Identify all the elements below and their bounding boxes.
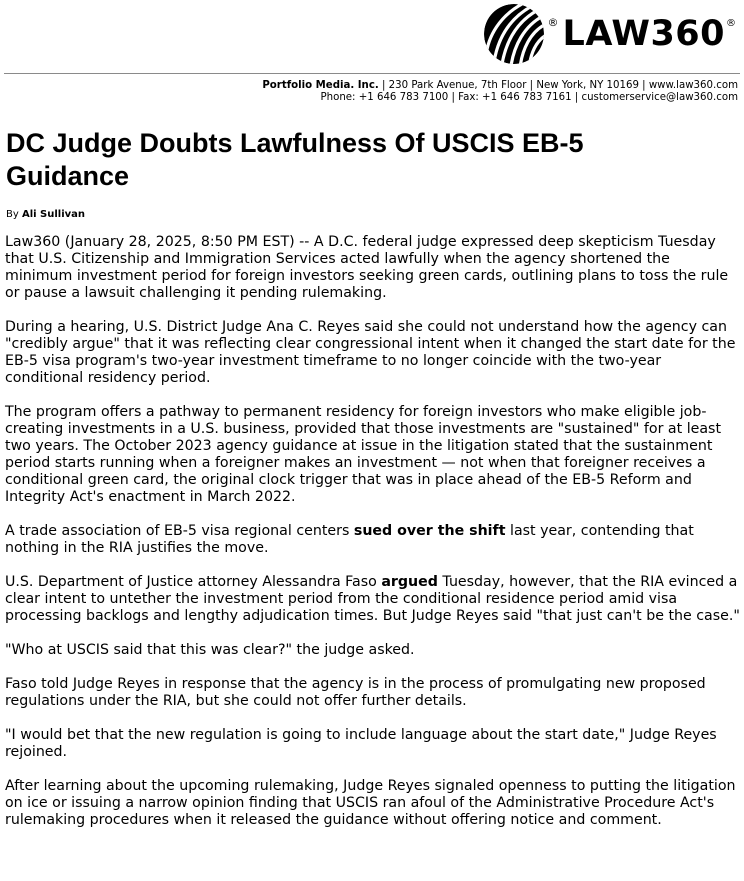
paragraph-4 bbox=[5, 523, 741, 557]
article-byline bbox=[6, 209, 85, 220]
paragraph-8: "I would bet that the new regulation is going to include language about the start date," Judge Reyes rejoined. bbox=[5, 727, 717, 760]
law360-globe-icon bbox=[480, 2, 550, 66]
sued-over-shift-link[interactable]: sued over the shift bbox=[353, 523, 506, 539]
contact-address-line bbox=[262, 80, 738, 92]
paragraph-3: The program offers a pathway to permanent residency for foreign investors who make eligible job-creating investments in a U.S. business, provided that those investments are "sustained" for at least two years. The October 2023 agency guidance at issue in the litigation stated that the sustainment period starts running when a foreigner makes an investment — not when that foreigner receives a conditional green card, the original clock trigger that was in place ahead of the EB-5 Reform and Integrity Act's enactment in March 2022. bbox=[5, 404, 722, 505]
paragraph-4-text-b: last year, contending that nothing in the RIA justifies the move. bbox=[5, 523, 694, 556]
paragraph-4-text-a: A trade association of EB-5 visa regional centers bbox=[5, 523, 354, 539]
company-name: Portfolio Media. Inc. bbox=[262, 80, 379, 91]
paragraph-1: Law360 (January 28, 2025, 8:50 PM EST) -- A D.C. federal judge expressed deep skepticism Tuesday that U.S. Citizenship and Immigration Services acted lawfully when the agency shortened the minimum investment period for foreign investors seeking green cards, outlining plans to toss the rule or pause a lawsuit challenging it pending rulemaking. bbox=[5, 234, 729, 301]
article-body bbox=[5, 234, 741, 846]
logo-registered-mark: ® bbox=[547, 16, 559, 29]
masthead bbox=[0, 0, 744, 74]
argued-link[interactable]: argued bbox=[381, 574, 438, 590]
company-address: | 230 Park Avenue, 7th Floor | New York, NY 10169 | www.law360.com bbox=[378, 80, 738, 91]
logo-wordmark-registered-mark: ® bbox=[726, 18, 736, 29]
article-headline: DC Judge Doubts Lawfulness Of USCIS EB-5 Guidance bbox=[6, 128, 584, 191]
law360-logo[interactable] bbox=[480, 2, 736, 66]
contact-phone-line: Phone: +1 646 783 7100 | Fax: +1 646 783 7161 | customerservice@law360.com bbox=[320, 92, 738, 103]
author-name: Ali Sullivan bbox=[21, 209, 86, 220]
header-divider bbox=[4, 73, 740, 74]
paragraph-7: Faso told Judge Reyes in response that the agency is in the process of promulgating new proposed regulations under the RIA, but she could not offer further details. bbox=[5, 676, 706, 709]
paragraph-5-text-b: Tuesday, however, that the RIA evinced a clear intent to untether the investment period from the conditional residence period amid visa processing backlogs and lengthy adjudication times. But Judge Reyes said "that just can't be the case." bbox=[5, 574, 740, 624]
paragraph-5 bbox=[5, 574, 741, 625]
paragraph-5-text-a: U.S. Department of Justice attorney Alessandra Faso bbox=[5, 574, 382, 590]
paragraph-2: During a hearing, U.S. District Judge Ana C. Reyes said she could not understand how the agency can "credibly argue" that it was reflecting clear congressional intent when it changed the start date for the EB-5 visa program's two-year investment timeframe to no longer coincide with the two-year conditional residency period. bbox=[5, 319, 736, 386]
publisher-contact bbox=[262, 80, 738, 104]
byline-prefix: By bbox=[6, 209, 22, 220]
paragraph-9: After learning about the upcoming rulemaking, Judge Reyes signaled openness to putting the litigation on ice or issuing a narrow opinion finding that USCIS ran afoul of the Administrative Procedure Act's rulemaking procedures when it released the guidance without offering notice and comment. bbox=[5, 778, 736, 828]
paragraph-6: "Who at USCIS said that this was clear?" the judge asked. bbox=[5, 642, 415, 658]
logo-wordmark: LAW360 bbox=[562, 13, 725, 54]
